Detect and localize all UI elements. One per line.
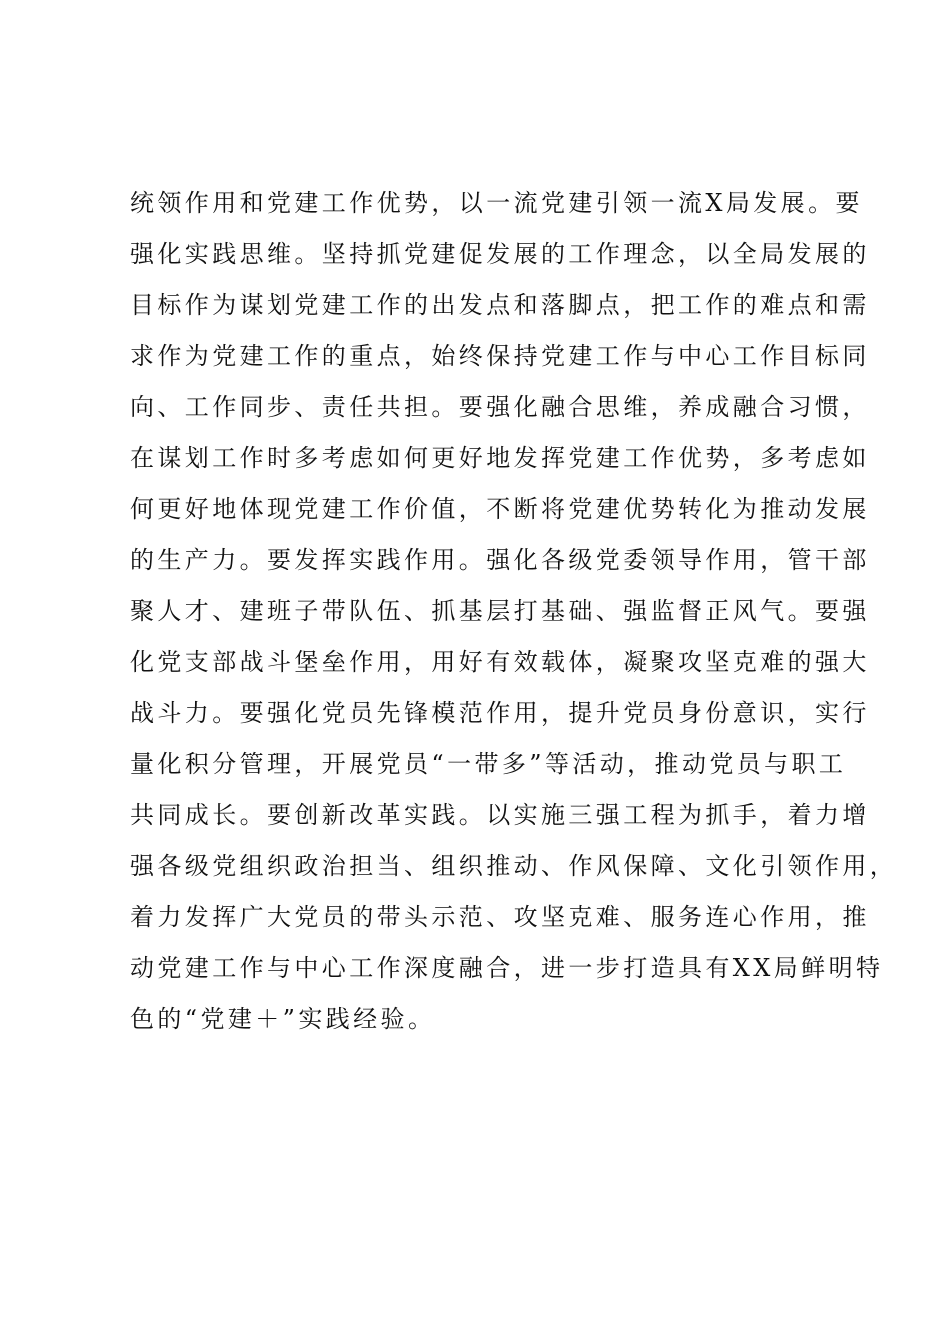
paragraph-line: 强各级党组织政治担当、组织推动、作风保障、文化引领作用， xyxy=(130,852,898,880)
paragraph-line: 聚人才、建班子带队伍、抓基层打基础、强监督正风气。要强 xyxy=(130,597,870,625)
paragraph-line: 求作为党建工作的重点，始终保持党建工作与中心工作目标同 xyxy=(130,342,870,370)
paragraph-line: 强化实践思维。坚持抓党建促发展的工作理念，以全局发展的 xyxy=(130,240,870,268)
paragraph-line: 动党建工作与中心工作深度融合，进一步打造具有XX局鲜明特 xyxy=(130,954,884,982)
paragraph-line: 共同成长。要创新改革实践。以实施三强工程为抓手，着力增 xyxy=(130,801,870,829)
paragraph-line: 在谋划工作时多考虑如何更好地发挥党建工作优势，多考虑如 xyxy=(130,444,870,472)
body-paragraph xyxy=(130,178,898,1045)
paragraph-line: 何更好地体现党建工作价值，不断将党建优势转化为推动发展 xyxy=(130,495,870,523)
paragraph-line: 色的“党建＋”实践经验。 xyxy=(130,1005,436,1033)
paragraph-line: 化党支部战斗堡垒作用，用好有效载体，凝聚攻坚克难的强大 xyxy=(130,648,870,676)
paragraph-line: 统领作用和党建工作优势，以一流党建引领一流X局发展。要 xyxy=(130,189,863,217)
paragraph-line: 量化积分管理，开展党员“一带多”等活动，推动党员与职工 xyxy=(130,750,847,778)
paragraph-line: 的生产力。要发挥实践作用。强化各级党委领导作用，管干部 xyxy=(130,546,870,574)
paragraph-line: 着力发挥广大党员的带头示范、攻坚克难、服务连心作用，推 xyxy=(130,903,870,931)
paragraph-line: 目标作为谋划党建工作的出发点和落脚点，把工作的难点和需 xyxy=(130,291,870,319)
paragraph-line: 向、工作同步、责任共担。要强化融合思维，养成融合习惯， xyxy=(130,393,870,421)
paragraph-line: 战斗力。要强化党员先锋模范作用，提升党员身份意识，实行 xyxy=(130,699,870,727)
